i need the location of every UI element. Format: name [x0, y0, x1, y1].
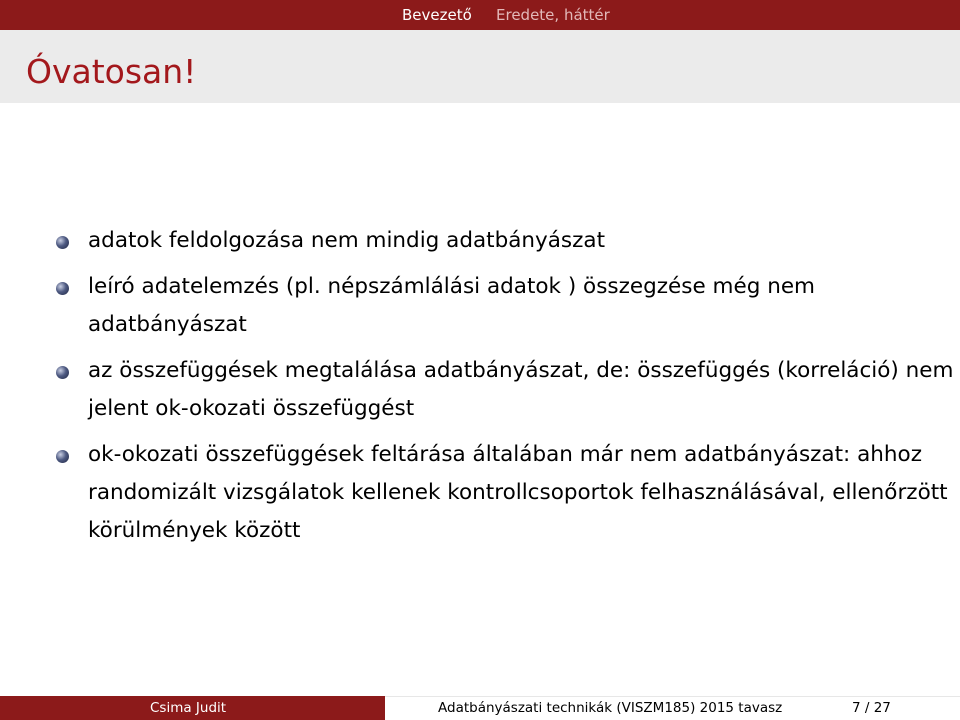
bullet-ball-icon: [56, 450, 69, 463]
bullet-text: leíró adatelemzés (pl. népszámlálási adatok ) összegzése még nem adatbányászat: [88, 274, 816, 337]
bullet-ball-icon: [56, 282, 69, 295]
bullet-ball-icon: [56, 366, 69, 379]
section-navigation-bar: [0, 0, 960, 30]
page-counter: 7 / 27: [852, 700, 891, 716]
bullet-text: az összefüggések megtalálása adatbányászat, de: összefüggés (korreláció) nem jelent ok-okozati összefüggést: [88, 358, 954, 421]
bullet-text: ok-okozati összefüggések feltárása általában már nem adatbányászat: ahhoz randomizált vizsgálatok kellenek kontrollcsoportok felhasználásával, ellenőrzött körülmények között: [88, 442, 948, 543]
nav-section-bevezeto[interactable]: Bevezető: [402, 6, 472, 24]
slide-footer: [0, 696, 960, 720]
bullet-ball-icon: [56, 236, 69, 249]
bullet-list: [0, 222, 960, 558]
slide-title: Óvatosan!: [26, 52, 197, 91]
list-item: [0, 222, 960, 260]
bullet-text: adatok feldolgozása nem mindig adatbányászat: [88, 228, 606, 253]
footer-author: Csima Judit: [150, 700, 227, 716]
footer-course-title: Adatbányászati technikák (VISZM185) 2015 tavasz: [438, 700, 783, 716]
list-item: [0, 436, 960, 550]
list-item: [0, 352, 960, 428]
frame-title-band: [0, 30, 960, 103]
nav-section-eredete[interactable]: Eredete, háttér: [496, 6, 610, 24]
list-item: [0, 268, 960, 344]
